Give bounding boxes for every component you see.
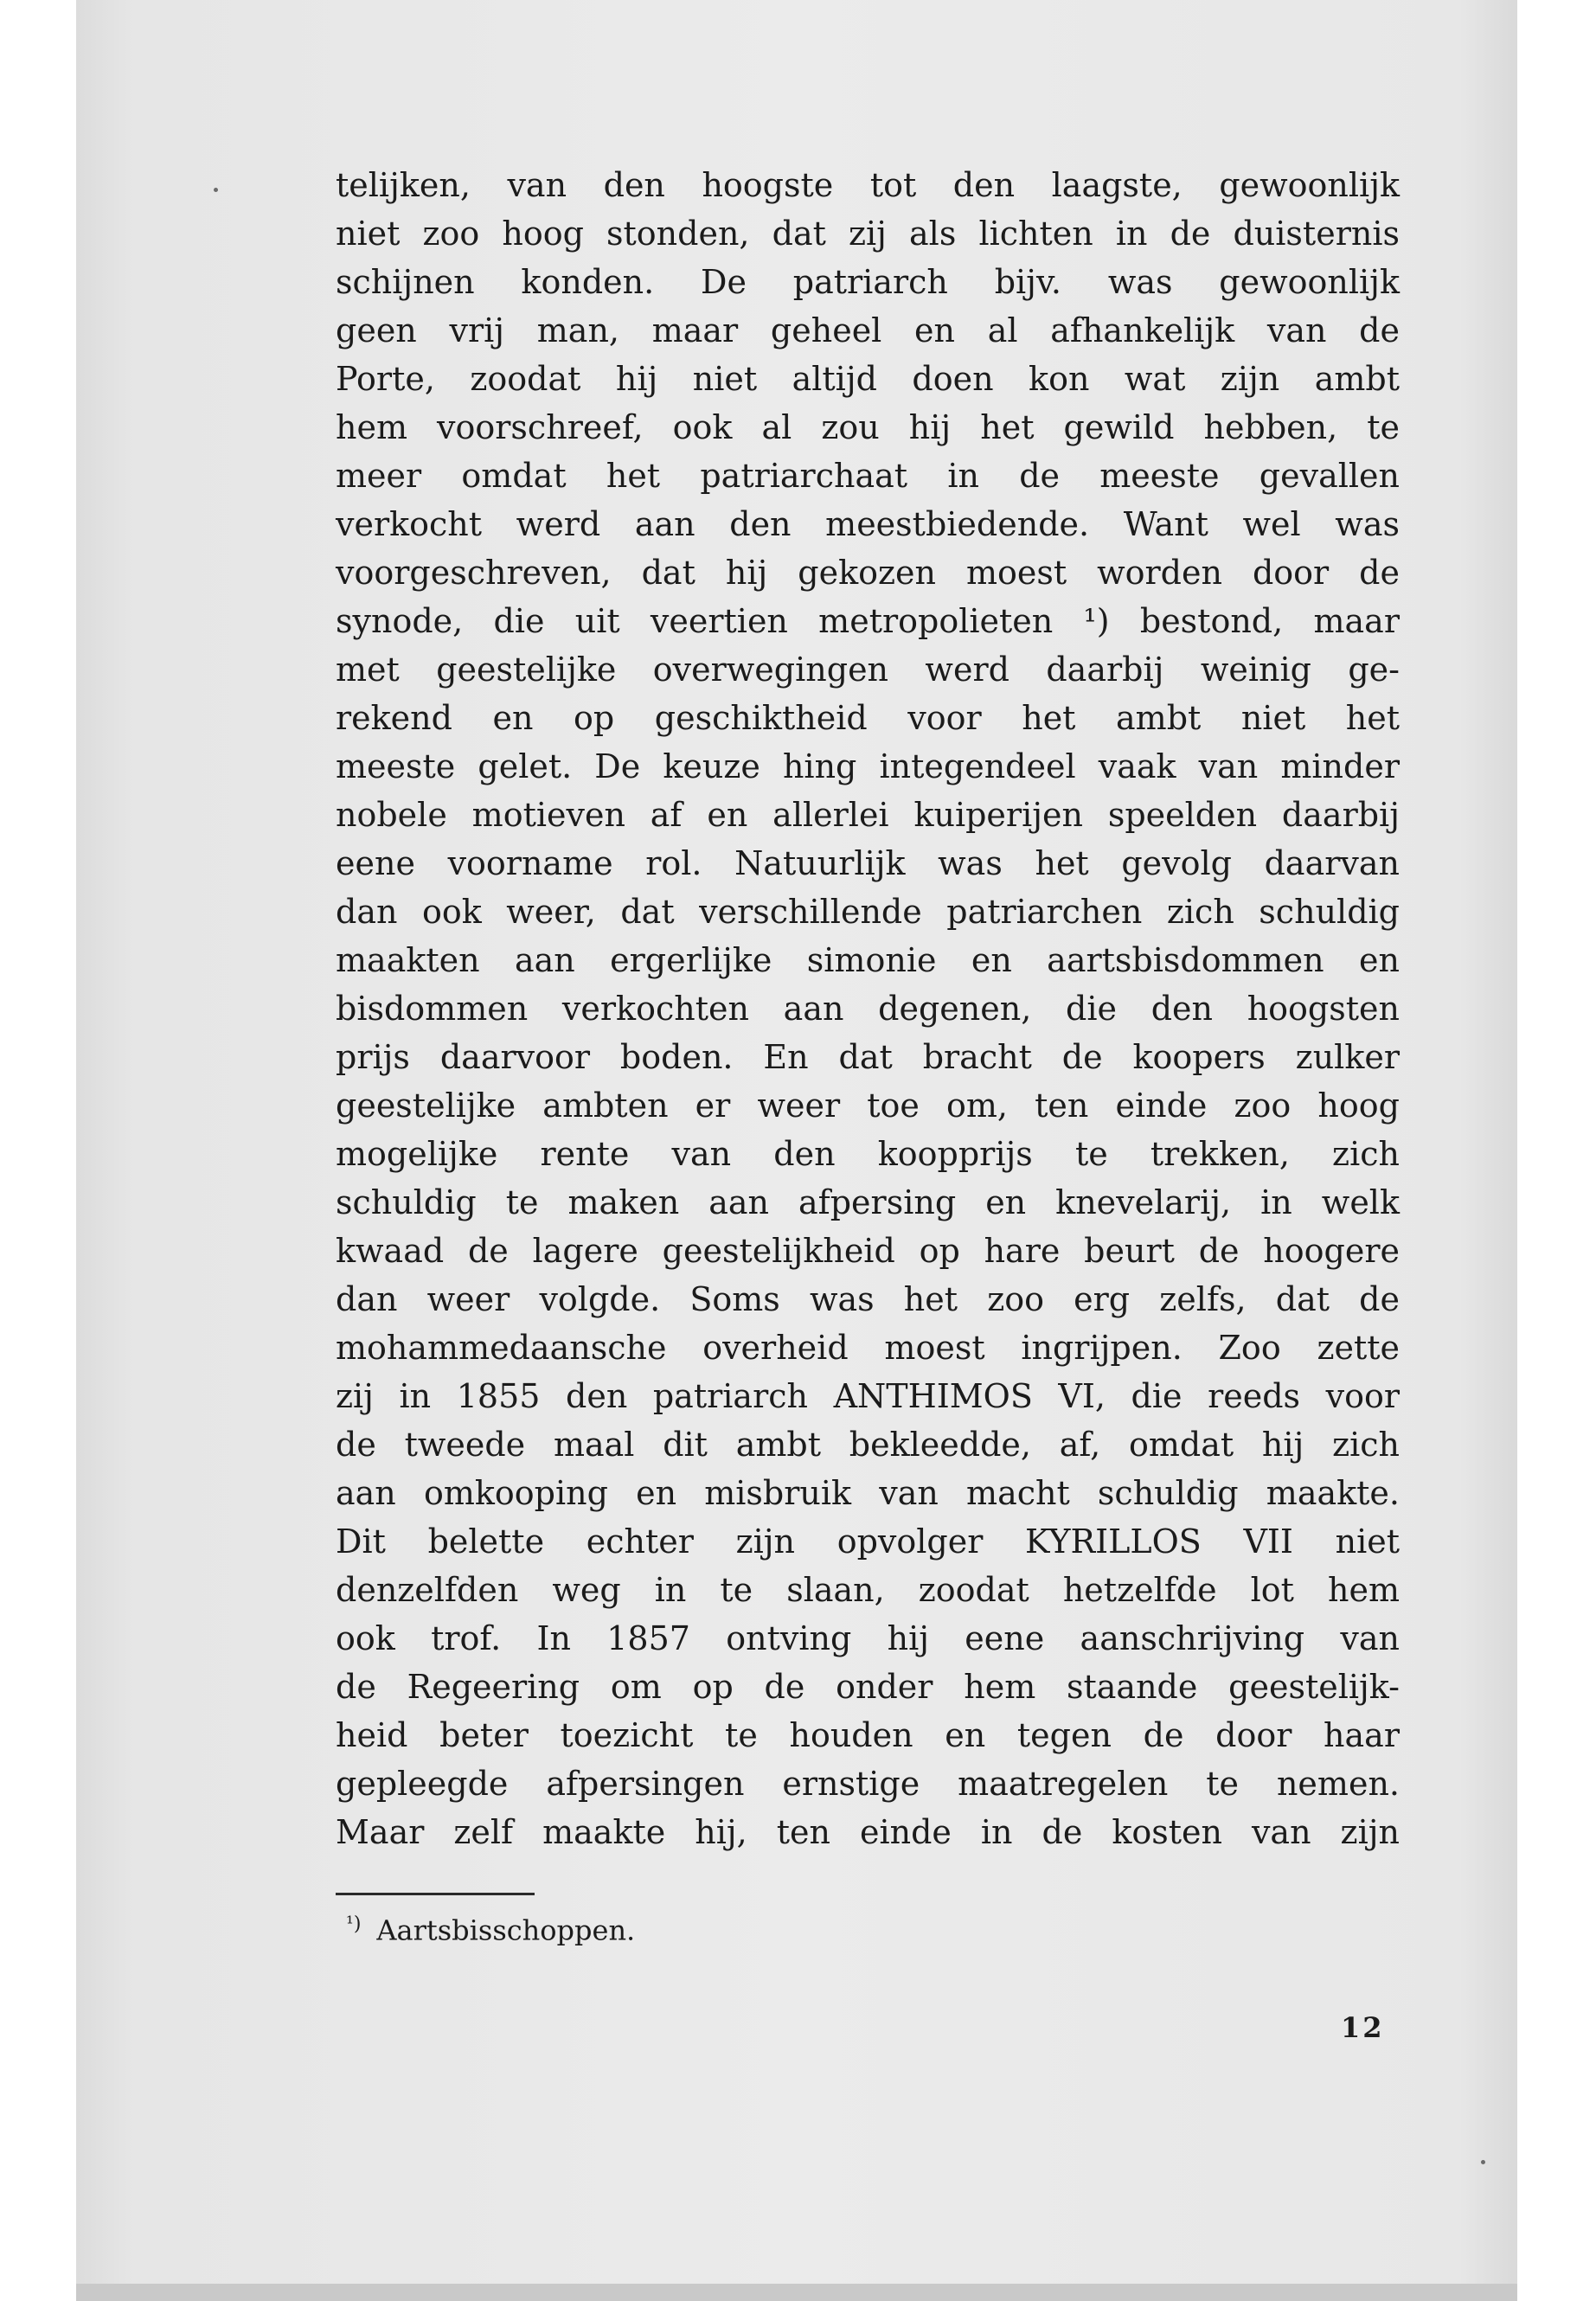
margin-speck: [214, 188, 218, 192]
text-line: hem voorschreef, ook al zou hij het gewild hebben, te: [336, 408, 1400, 446]
text-line: ook trof. In 1857 ontving hij eene aanschrijving van: [336, 1619, 1400, 1657]
text-line: voorgeschreven, dat hij gekozen moest worden door de: [336, 554, 1400, 592]
text-line: mohammedaansche overheid moest ingrijpen. Zoo zette: [336, 1329, 1400, 1367]
text-line: niet zoo hoog stonden, dat zij als lichten in de duisternis: [336, 215, 1400, 253]
text-line: dan weer volgde. Soms was het zoo erg zelfs, dat de: [336, 1280, 1400, 1318]
text-line: zij in 1855 den patriarch ANTHIMOS VI, die reeds voor: [336, 1377, 1400, 1415]
text-line: dan ook weer, dat verschillende patriarchen zich schuldig: [336, 893, 1400, 931]
text-line: bisdommen verkochten aan degenen, die den hoogsten: [336, 990, 1400, 1028]
text-line: Maar zelf maakte hij, ten einde in de kosten van zijn: [336, 1813, 1400, 1851]
text-line: met geestelijke overwegingen werd daarbij weinig ge-: [336, 651, 1400, 689]
text-line: heid beter toezicht te houden en tegen de door haar: [336, 1716, 1400, 1754]
text-line: schuldig te maken aan afpersing en knevelarij, in welk: [336, 1183, 1400, 1221]
text-line: de Regeering om op de onder hem staande geestelijk-: [336, 1668, 1400, 1706]
text-line: Porte, zoodat hij niet altijd doen kon wat zijn ambt: [336, 360, 1400, 398]
page-bottom-edge: [76, 2284, 1517, 2301]
text-line: geen vrij man, maar geheel en al afhankelijk van de: [336, 311, 1400, 349]
text-line: schijnen konden. De patriarch bijv. was gewoonlijk: [336, 263, 1400, 301]
margin-speck: [1481, 2160, 1485, 2164]
text-line: nobele motieven af en allerlei kuiperijen speelden daarbij: [336, 796, 1400, 834]
text-line: Dit belette echter zijn opvolger KYRILLOS VII niet: [336, 1522, 1400, 1561]
text-line: eene voorname rol. Natuurlijk was het gevolg daarvan: [336, 844, 1400, 882]
text-line: gepleegde afpersingen ernstige maatregelen te nemen.: [336, 1765, 1400, 1803]
text-line: synode, die uit veertien metropolieten ¹) bestond, maar: [336, 602, 1400, 640]
text-line: rekend en op geschiktheid voor het ambt niet het: [336, 699, 1400, 737]
footnote-text: Aartsbisschoppen.: [376, 1913, 636, 1947]
text-line: verkocht werd aan den meestbiedende. Want wel was: [336, 505, 1400, 543]
text-line: kwaad de lagere geestelijkheid op hare beurt de hoogere: [336, 1232, 1400, 1270]
text-line: telijken, van den hoogste tot den laagste, gewoonlijk: [336, 166, 1400, 204]
text-line: mogelijke rente van den koopprijs te trekken, zich: [336, 1135, 1400, 1173]
text-line: de tweede maal dit ambt bekleedde, af, omdat hij zich: [336, 1426, 1400, 1464]
footnote-marker: ¹): [346, 1913, 362, 1935]
text-line: geestelijke ambten er weer toe om, ten einde zoo hoog: [336, 1086, 1400, 1125]
text-line: maakten aan ergerlijke simonie en aartsbisdommen en: [336, 941, 1400, 979]
text-line: aan omkooping en misbruik van macht schuldig maakte.: [336, 1474, 1400, 1512]
text-line: denzelfden weg in te slaan, zoodat hetzelfde lot hem: [336, 1571, 1400, 1609]
page-number: 12: [1341, 2011, 1385, 2044]
text-line: prijs daarvoor boden. En dat bracht de koopers zulker: [336, 1038, 1400, 1076]
text-line: meer omdat het patriarchaat in de meeste gevallen: [336, 457, 1400, 495]
footnote-rule: [336, 1893, 535, 1895]
body-text: [336, 161, 1400, 1856]
footnote: [346, 1913, 635, 1947]
text-line: meeste gelet. De keuze hing integendeel vaak van minder: [336, 747, 1400, 785]
